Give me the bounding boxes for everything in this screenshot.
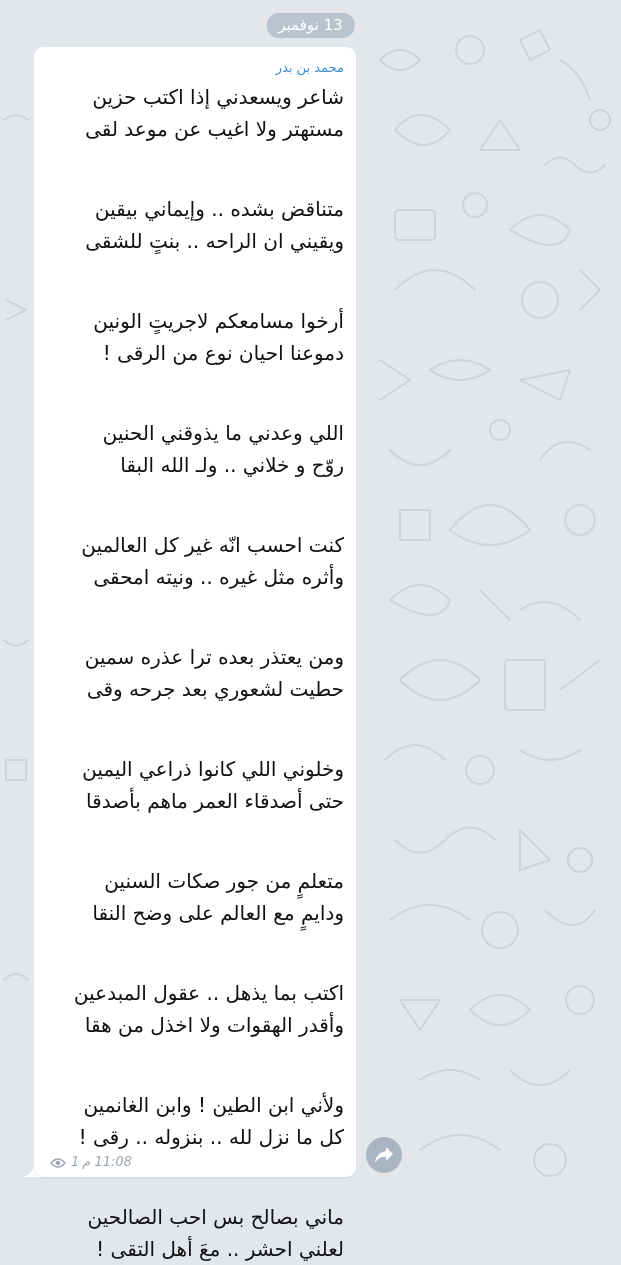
poem-line: دموعنا احيان نوع من الرقى ! xyxy=(102,341,344,365)
poem-line: ويقيني ان الراحه .. بنتٍ للشقى xyxy=(85,229,344,253)
poem-stanza xyxy=(48,81,344,145)
share-button[interactable] xyxy=(366,1137,402,1173)
message-time: 11:08 م xyxy=(82,1155,132,1170)
poem-stanza xyxy=(48,417,344,481)
message-bubble[interactable] xyxy=(34,47,356,1261)
poem-line: روّح و خلاني .. ولـ الله البقا xyxy=(120,453,344,477)
poem-stanza xyxy=(48,1089,344,1153)
poem-stanza xyxy=(48,977,344,1041)
poem-line: حطيت لشعوري بعد جرحه وقى xyxy=(86,677,344,701)
poem-line: حتى أصدقاء العمر ماهم بأصدقا xyxy=(86,789,344,813)
date-separator: 13 نوفمبر xyxy=(266,13,354,38)
poem-stanza xyxy=(48,865,344,929)
poem-line: متعلمٍ من جور صكات السنين xyxy=(104,869,344,893)
poem-line: وأقدر الهقوات ولا اخذل من هقا xyxy=(84,1013,344,1037)
poem-line: ماني بصالح بس احب الصالحين xyxy=(87,1205,344,1229)
sender-name[interactable]: محمد بن بدر xyxy=(275,61,344,76)
poem-line: متناقض بشده .. وإيماني بيقين xyxy=(94,197,344,221)
poem-line: أرخوا مسامعكم لاجريتٍ الونين xyxy=(93,309,344,333)
poem-line: ومن يعتذر بعده ترا عذره سمين xyxy=(84,645,344,669)
poem-line: لعلني احشر .. معَ أهل التقى ! xyxy=(96,1237,344,1261)
poem-line: وخلوني اللي كانوا ذراعي اليمين xyxy=(82,757,344,781)
poem-line: اكتب بما يذهل .. عقول المبدعين xyxy=(73,981,344,1005)
poem-stanza xyxy=(48,753,344,817)
poem-line: ولأني ابن الطين ! وابن الغانمين xyxy=(83,1093,344,1117)
poem-stanza xyxy=(48,529,344,593)
message-text xyxy=(48,81,344,1265)
poem-line: مستهتر ولا اغيب عن موعد لقى xyxy=(85,117,344,141)
poem-line: كنت احسب انّه غير كل العالمين xyxy=(81,533,344,557)
view-count: 1 xyxy=(71,1155,80,1170)
poem-stanza xyxy=(48,641,344,705)
eye-icon xyxy=(50,1157,66,1169)
poem-line: ودايمٍ مع العالم على وضح النقا xyxy=(92,901,344,925)
share-arrow-icon xyxy=(374,1146,394,1164)
message-meta xyxy=(50,1155,132,1170)
poem-stanza xyxy=(48,305,344,369)
poem-line: اللي وعدني ما يذوقني الحنين xyxy=(102,421,344,445)
poem-line: شاعر ويسعدني إذا اكتب حزين xyxy=(92,85,344,109)
poem-line: وأثره مثل غيره .. ونيته امحقى xyxy=(93,565,344,589)
poem-stanza xyxy=(48,1201,344,1265)
poem-stanza xyxy=(48,193,344,257)
poem-line: كل ما نزل لله .. بنزوله .. رقى ! xyxy=(78,1125,344,1149)
